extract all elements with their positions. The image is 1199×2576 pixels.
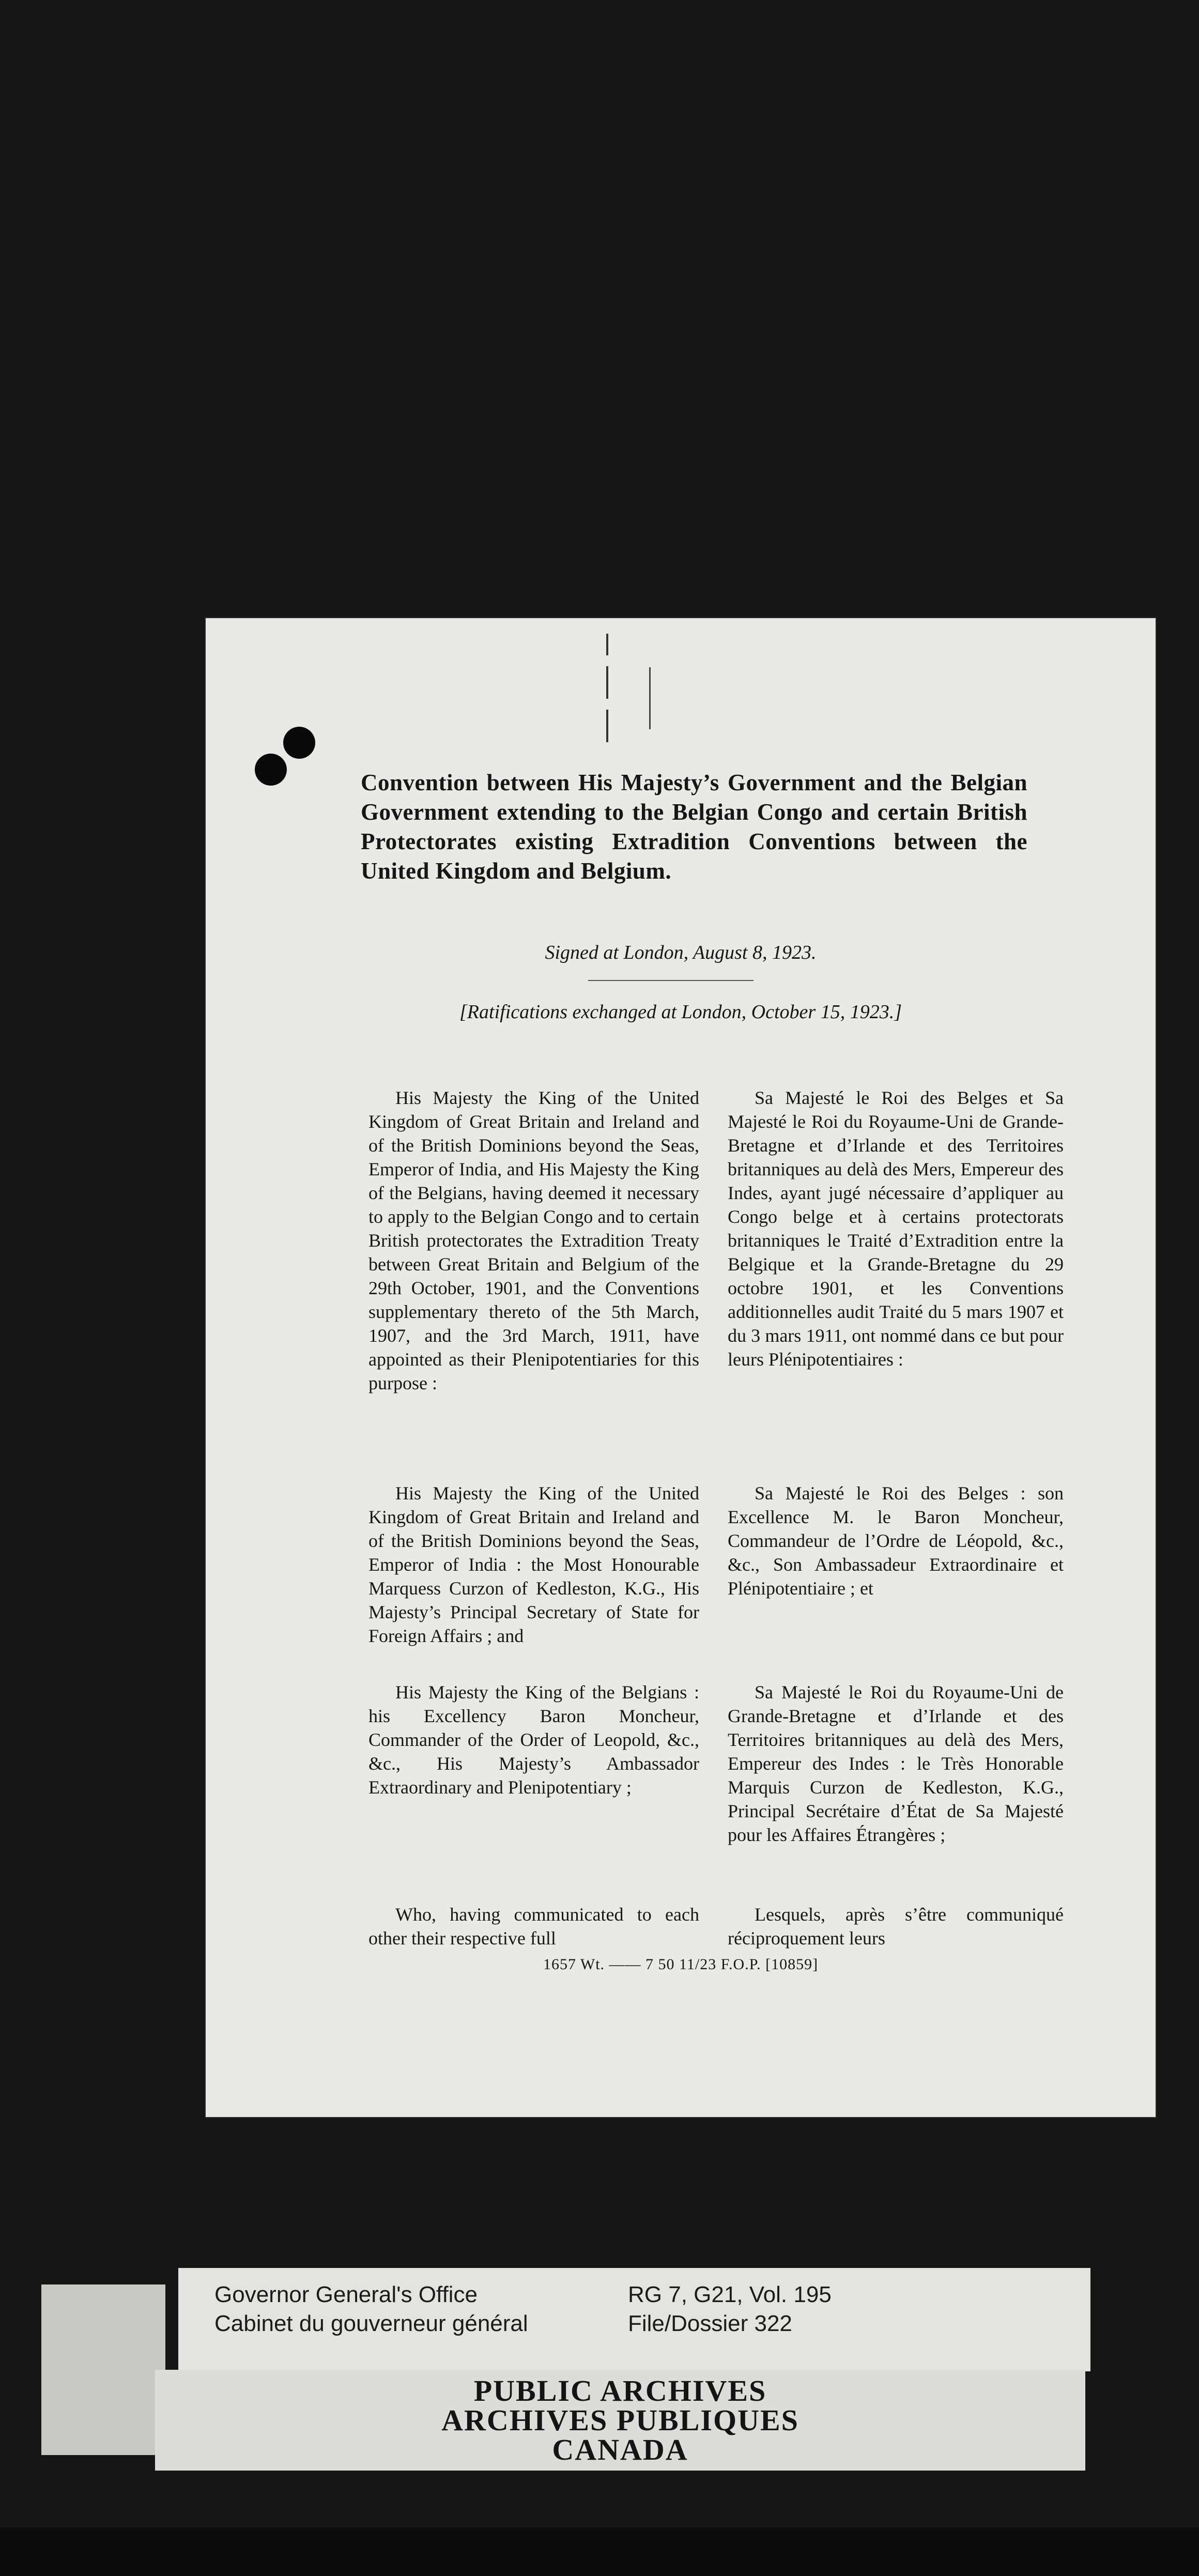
card-edge <box>41 2284 165 2455</box>
document-title: Convention between His Majesty’s Government and the Belgian Government extending to the Belgian Congo and certain British Protectorates existing Extradition Conventions between the United Kingdom and Belgium. <box>361 770 1027 884</box>
signing-line: Signed at London, August 8, 1923. <box>545 942 817 963</box>
office-block <box>214 2280 528 2338</box>
archive-label <box>178 2268 1090 2371</box>
english-para-1: His Majesty the King of the United Kingdom of Great Britain and Ireland and of the British Dominions beyond the Seas, Emperor of India, and His Majesty the King of the Belgians, having deemed it necessary to apply to the Belgian Congo and to certain British protectorates the Extradition Treaty between Great Britain and Belgium of the 29th October, 1901, and the Conventions supplementary thereto of the 5th March, 1907, and the 3rd March, 1911, have appointed as their Plenipotentiaries for this purpose : <box>368 1087 699 1393</box>
ratification-line: [Ratifications exchanged at London, October 15, 1923.] <box>459 1001 902 1023</box>
french-para-2: Sa Majesté le Roi des Belges : son Excellence M. le Baron Moncheur, Commandeur de l’Ordre de Léopold, &c., &c., Son Ambassadeur Extraordinaire et Plénipotentiaire ; et <box>728 1483 1064 1599</box>
stamp-text <box>155 2376 1085 2464</box>
office-english: Governor General's Office <box>214 2282 478 2307</box>
record-group: RG 7, G21, Vol. 195 <box>628 2282 832 2307</box>
archives-stamp <box>155 2370 1085 2471</box>
french-para-1: Sa Majesté le Roi des Belges et Sa Majesté le Roi du Royaume-Uni de Grande-Bretagne et d’Irlande et des Territoires britanniques au delà des Mers, Empereur des Indes, ayant jugé nécessaire d’appliquer au Congo belge et à certains protectorats britanniques le Traité d’Extradition entre la Belgique et la Grande-Bretagne du 29 octobre 1901, et les Conventions additionnelles audit Traité du 5 mars 1907 et du 3 mars 1911, ont nommé dans ce but pour leurs Plénipotentiaires : <box>728 1087 1064 1370</box>
stamp-line-1: PUBLIC ARCHIVES <box>473 2374 767 2408</box>
english-para-4: Who, having communicated to each other their respective full <box>368 1904 699 1949</box>
pencil-mark <box>606 634 608 742</box>
reference-block <box>628 2280 832 2338</box>
punch-hole-top <box>283 727 315 759</box>
english-para-3: His Majesty the King of the Belgians : his Excellency Baron Moncheur, Commander of the Order of Leopold, &c., &c., His Majesty’s Ambassador Extraordinary and Plenipotentiary ; <box>368 1682 699 1798</box>
pencil-mark <box>649 667 651 729</box>
file-number: File/Dossier 322 <box>628 2311 792 2336</box>
film-border <box>0 2527 1199 2576</box>
french-para-4: Lesquels, après s’être communiqué réciproquement leurs <box>728 1904 1064 1949</box>
french-para-3: Sa Majesté le Roi du Royaume-Uni de Grande-Bretagne et d’Irlande et des Territoires britanniques au delà des Mers, Empereur des Indes : le Très Honorable Marquis Curzon de Kedleston, K.G., Principal Secrétaire d’État de Sa Majesté pour les Affaires Étrangères ; <box>728 1682 1064 1845</box>
document-page <box>206 618 1156 2117</box>
stamp-line-3: CANADA <box>552 2433 688 2466</box>
english-para-2: His Majesty the King of the United Kingdom of Great Britain and Ireland and of the British Dominions beyond the Seas, Emperor of India : the Most Honourable Marquess Curzon of Kedleston, K.G., His Majesty’s Principal Secretary of State for Foreign Affairs ; and <box>368 1483 699 1646</box>
printer-imprint: 1657 Wt. —— 7 50 11/23 F.O.P. [10859] <box>543 1956 819 1973</box>
divider <box>588 980 754 981</box>
office-french: Cabinet du gouverneur général <box>214 2311 528 2336</box>
punch-hole-bottom <box>255 754 287 786</box>
stamp-line-2: ARCHIVES PUBLIQUES <box>441 2403 799 2437</box>
